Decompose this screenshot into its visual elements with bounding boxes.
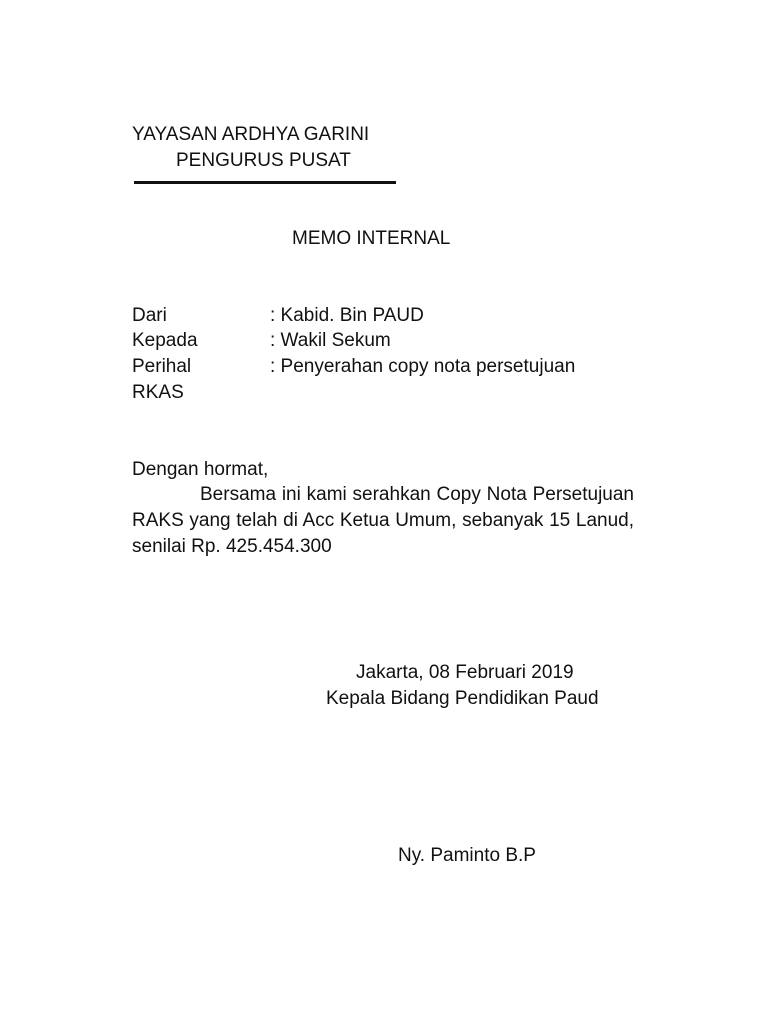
subject-continuation: RKAS — [132, 382, 184, 403]
subject-label: Perihal — [132, 356, 192, 377]
to-value: : Wakil Sekum — [270, 330, 391, 351]
memo-title: MEMO INTERNAL — [292, 228, 451, 249]
from-label: Dari — [132, 305, 167, 326]
to-label: Kepada — [132, 330, 198, 351]
greeting: Dengan hormat, — [132, 459, 269, 480]
subject-value: : Penyerahan copy nota persetujuan — [270, 356, 576, 377]
body-paragraph: Bersama ini kami serahkan Copy Nota Persetujuan RAKS yang telah di Acc Ketua Umum, sebanyak 15 Lanud, senilai Rp. 425.454.300 — [132, 484, 634, 557]
organization-unit: PENGURUS PUSAT — [176, 150, 351, 171]
signature-position: Kepala Bidang Pendidikan Paud — [326, 688, 599, 709]
organization-name: YAYASAN ARDHYA GARINI — [132, 124, 370, 145]
signature-place-date: Jakarta, 08 Februari 2019 — [356, 662, 574, 683]
signatory-name: Ny. Paminto B.P — [398, 845, 536, 866]
letterhead-divider — [134, 181, 396, 184]
from-value: : Kabid. Bin PAUD — [270, 305, 424, 326]
